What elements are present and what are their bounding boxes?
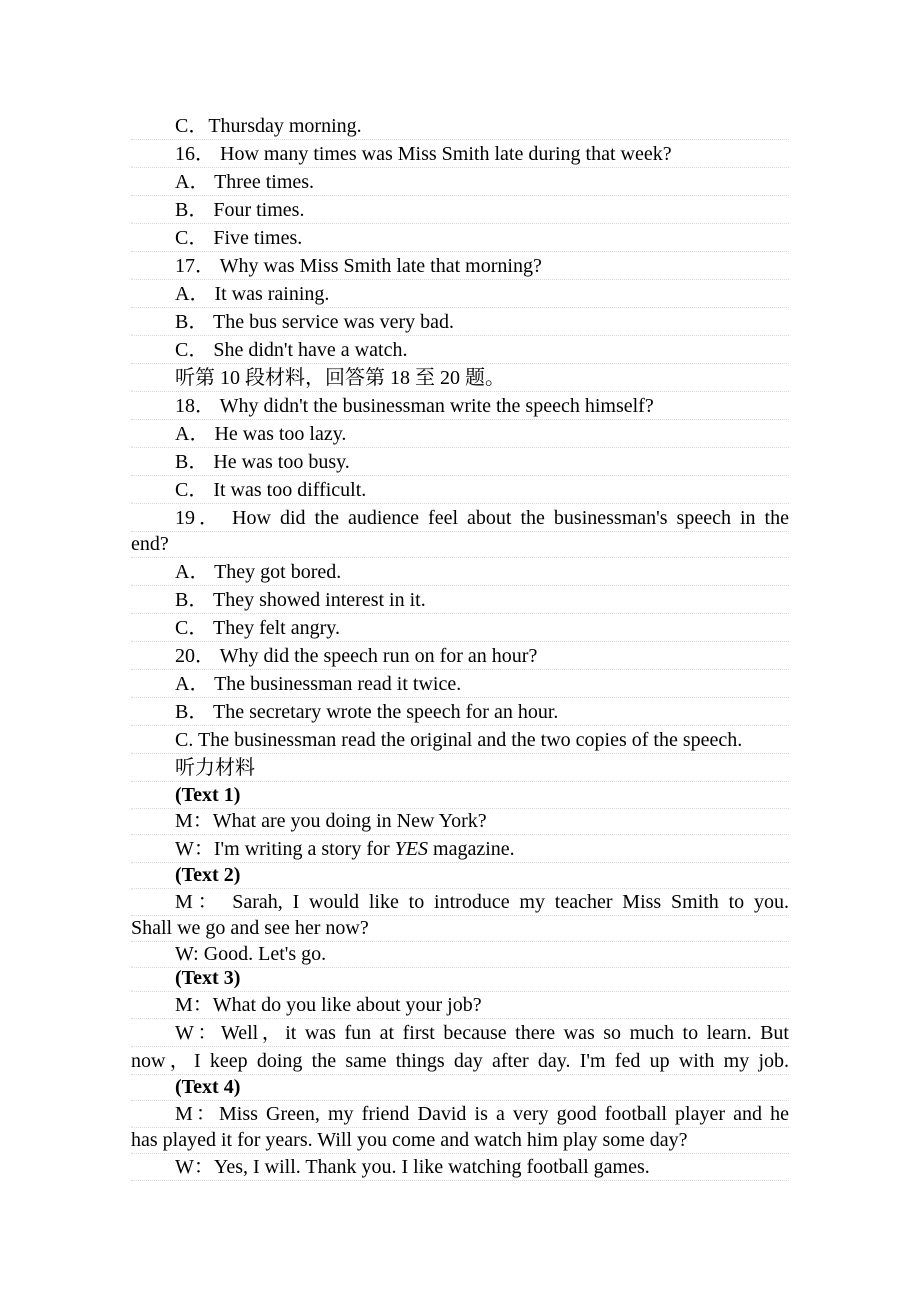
option-16a: A． Three times. — [131, 169, 789, 196]
option-17a: A． It was raining. — [131, 281, 789, 308]
option-19b: B． They showed interest in it. — [131, 587, 789, 614]
text-4-line-m-cont: has played it for years. Will you come and watch him play some day? — [131, 1127, 789, 1154]
text-4-line-w: W：Yes, I will. Thank you. I like watching football games. — [131, 1154, 789, 1181]
text-2-heading: (Text 2) — [131, 862, 789, 889]
text-1-heading: (Text 1) — [131, 782, 789, 809]
question-17: 17． Why was Miss Smith late that morning? — [131, 253, 789, 280]
section-instruction: 听第 10 段材料，回答第 18 至 20 题。 — [131, 365, 789, 392]
text-2-line-w: W: Good. Let's go. — [131, 941, 789, 968]
option-17b: B． The bus service was very bad. — [131, 309, 789, 336]
option-16b: B． Four times. — [131, 197, 789, 224]
option-17c: C． She didn't have a watch. — [131, 337, 789, 364]
option-20c: C. The businessman read the original and the two copies of the speech. — [131, 727, 789, 754]
question-18: 18． Why didn't the businessman write the speech himself? — [131, 393, 789, 420]
text-1-line-w-b: magazine. — [428, 838, 515, 860]
text-3-line-w-cont: now，I keep doing the same things day after day. I'm fed up with my job. — [131, 1048, 789, 1075]
option-15c: C．Thursday morning. — [131, 113, 789, 140]
question-20: 20． Why did the speech run on for an hour? — [131, 643, 789, 670]
text-2-line-m-cont: Shall we go and see her now? — [131, 915, 789, 942]
question-19-cont: end? — [131, 531, 789, 558]
text-3-line-w: W：Well，it was fun at first because there was so much to learn. But — [131, 1020, 789, 1047]
question-19: 19． How did the audience feel about the businessman's speech in the — [131, 505, 789, 532]
option-20a: A． The businessman read it twice. — [131, 671, 789, 698]
option-18b: B． He was too busy. — [131, 449, 789, 476]
text-3-heading: (Text 3) — [131, 965, 789, 992]
text-3-line-m: M：What do you like about your job? — [131, 992, 789, 1019]
text-2-line-m: M： Sarah, I would like to introduce my teacher Miss Smith to you. — [131, 889, 789, 916]
option-18a: A． He was too lazy. — [131, 421, 789, 448]
text-4-heading: (Text 4) — [131, 1074, 789, 1101]
text-1-line-w-a: W：I'm writing a story for — [175, 838, 395, 860]
option-19a: A． They got bored. — [131, 559, 789, 586]
text-4-line-m: M：Miss Green, my friend David is a very good football player and he — [131, 1101, 789, 1128]
magazine-name: YES — [394, 838, 429, 860]
question-16: 16． How many times was Miss Smith late during that week? — [131, 141, 789, 168]
option-20b: B． The secretary wrote the speech for an hour. — [131, 699, 789, 726]
transcript-heading: 听力材料 — [131, 755, 789, 782]
option-19c: C． They felt angry. — [131, 615, 789, 642]
text-1-line-m: M：What are you doing in New York? — [131, 808, 789, 835]
option-16c: C． Five times. — [131, 225, 789, 252]
option-18c: C． It was too difficult. — [131, 477, 789, 504]
text-1-line-w — [131, 836, 789, 863]
